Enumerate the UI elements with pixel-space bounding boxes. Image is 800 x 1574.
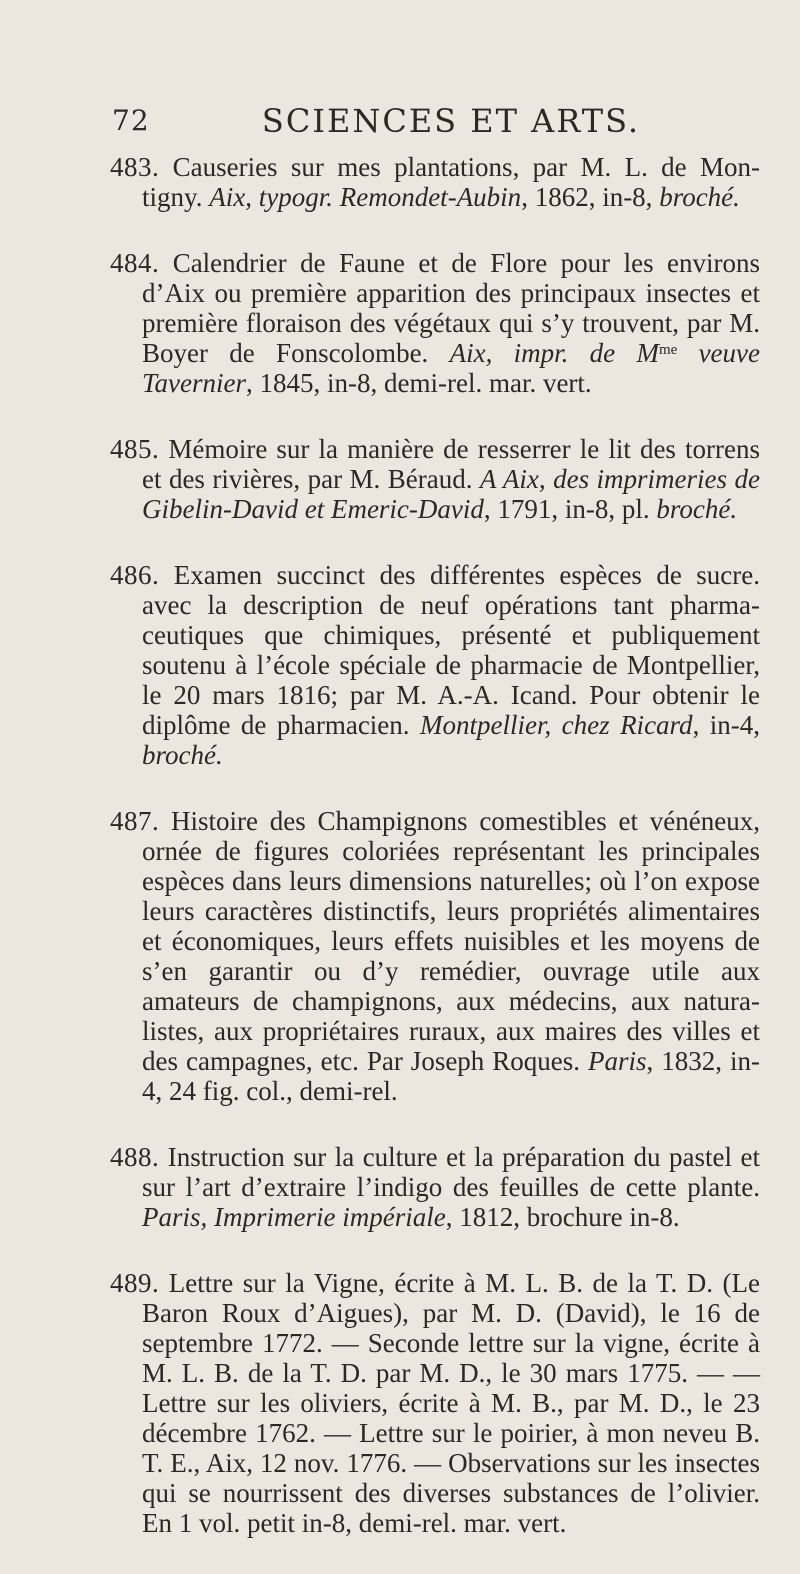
entry-tail: , 1812, brochure in-8. (445, 1202, 680, 1232)
entry-imprint: Aix, impr. de M (449, 338, 659, 368)
entry-binding: broché. (656, 494, 738, 524)
catalogue-entry-487 (110, 806, 760, 1106)
entry-text: Histoire des Champignons comestibles et vénéneux, ornée de figures coloriées représentant les principales espèces dans leurs dimensions naturelles; où l’on expose leurs caractères distinctifs, leurs propriétés alimentaires et économiques, leurs effets nuisibles et les moyens de s’en garantir ou d’y remédier, ouvrage utile aux amateurs de champignons, aux médecins, aux natura-listes, aux propriétaires ruraux, aux maires des villes et des campagnes, etc. Par Joseph Roques. (142, 806, 761, 1076)
entry-number: 485. (110, 434, 160, 464)
entry-number: 489. (110, 1268, 160, 1298)
entry-tail: , in-4, (692, 710, 760, 740)
catalogue-entry-485 (110, 434, 760, 524)
entry-tail: , 1791, in-8, pl. (483, 494, 657, 524)
entry-tail: , 1862, in-8, (521, 182, 660, 212)
entry-tail: , 1832, in-4, 24 fig. col., demi-rel. (142, 1046, 760, 1106)
entry-text: Mémoire sur la manière de resserrer le lit des torrens et des rivières, par M. Béraud. (142, 434, 761, 494)
section-title: SCIENCES ET ARTS. (261, 102, 641, 140)
entry-tail: , 1845, in-8, demi-rel. mar. vert. (246, 368, 592, 398)
entry-imprint: Paris (588, 1046, 647, 1076)
entry-text: Lettre sur la Vigne, écrite à M. L. B. de la T. D. (Le Baron Roux d’Aigues), par M. D. (David), le 16 de septembre 1772. — Seconde lettre sur la vigne, écrite à M. L. B. de la T. D. par M. D., le 30 mars 1775. — — Lettre sur les oliviers, écrite à M. B., par M. D., le 23 décembre 1762. — Lettre sur le poirier, à mon neveu B. T. E., Aix, 12 nov. 1776. — Observations sur les insectes qui se nourrissent des diverses substances de l’olivier. En 1 vol. petit in-8, demi-rel. mar. vert. (142, 1268, 760, 1538)
running-head (112, 100, 720, 140)
entry-binding: broché. (142, 740, 223, 770)
entry-text: Calendrier de Faune et de Flore pour les environs d’Aix ou première apparition des principaux insectes et première floraison des végétaux qui s’y trouvent, par M. Boyer de Fonscolombe. (142, 248, 761, 368)
entry-number: 488. (110, 1142, 160, 1172)
entry-imprint: Paris, Imprimerie impériale (142, 1202, 446, 1232)
entry-text: Examen succinct des différentes espèces de sucre. avec la description de neuf opérations tant pharma-ceutiques que chimiques, présenté et publiquement soutenu à l’école spéciale de pharmacie de Montpellier, le 20 mars 1816; par M. A.-A. Icand. Pour obtenir le diplôme de pharmacien. (142, 560, 761, 740)
catalogue-entry-483 (110, 152, 760, 212)
entry-imprint: A Aix, des imprimeries de Gibelin-David et Emeric-David (142, 464, 760, 524)
entry-imprint: Montpellier, chez Ricard (419, 710, 693, 740)
page-number: 72 (112, 104, 150, 137)
entry-imprint-superscript: me (658, 342, 678, 358)
catalogue-entry-484 (110, 248, 760, 398)
catalogue-entry-488 (110, 1142, 760, 1232)
entry-number: 483. (110, 152, 160, 182)
catalogue-entries (110, 152, 760, 1574)
entry-text: Causeries sur mes plantations, par M. L. de Mon-tigny. (142, 152, 760, 212)
catalogue-entry-486 (110, 560, 760, 770)
entry-number: 486. (110, 560, 160, 590)
entry-number: 484. (110, 248, 160, 278)
entry-text: Instruction sur la culture et la préparation du pastel et sur l’art d’extraire l’indigo des feuilles de cette plante. (142, 1142, 761, 1202)
entry-imprint-cont: veuve Tavernier (142, 338, 761, 398)
catalogue-entry-489 (110, 1268, 760, 1538)
entry-imprint: Aix, typogr. Remondet-Aubin (209, 182, 522, 212)
entry-binding: broché. (659, 182, 740, 212)
entry-number: 487. (110, 806, 160, 836)
